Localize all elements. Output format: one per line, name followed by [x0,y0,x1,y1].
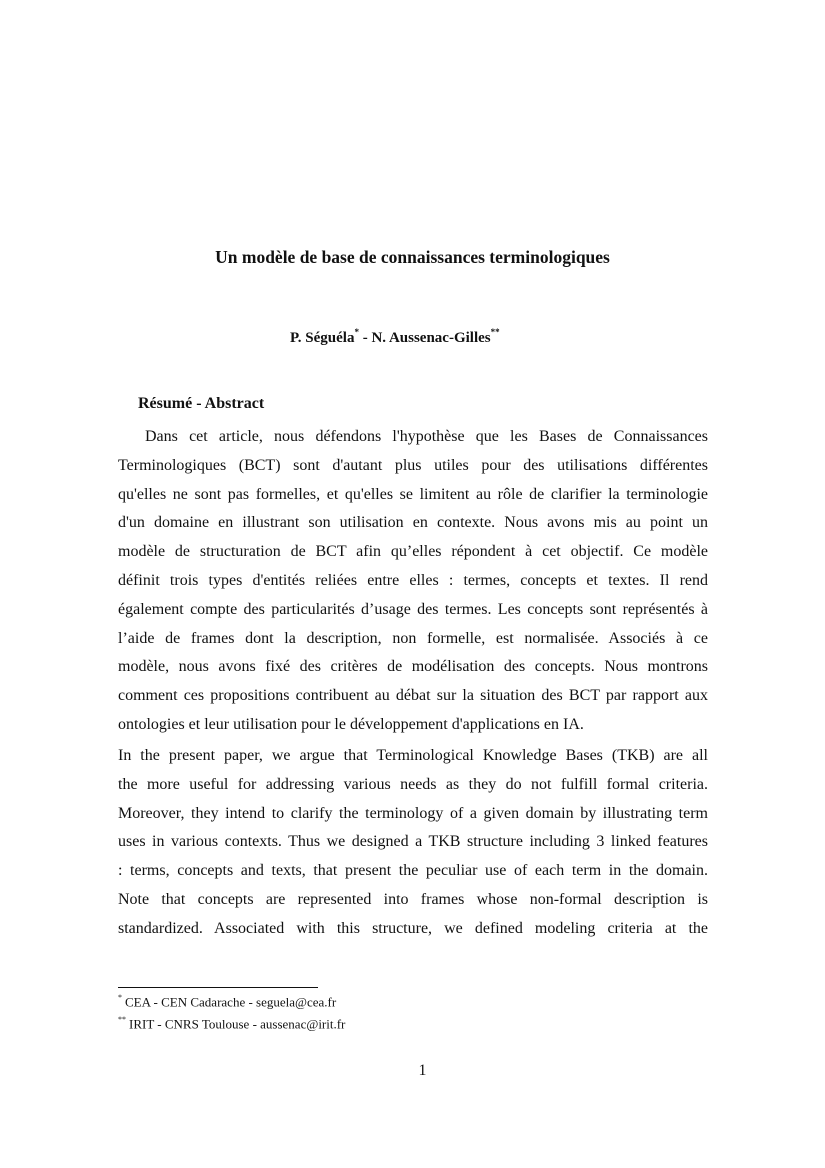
abstract-fr-line: ontologies et leur utilisation pour le développement d'applications en IA. [118,715,584,733]
abstract-fr-line: modèle de structuration de BCT afin qu’elles répondent à cet objectif. Ce modèle [118,543,708,561]
abstract-en-line: : terms, concepts and texts, that present the peculiar use of each term in the domain. [118,862,708,880]
abstract-en-line: uses in various contexts. Thus we designed a TKB structure including 3 linked features [118,833,708,851]
abstract-fr-line: Terminologiques (BCT) sont d'autant plus utiles pour des utilisations différentes [118,456,708,474]
footnote-2 [118,1016,345,1032]
paper-title: Un modèle de base de connaissances terminologiques [215,247,610,267]
abstract-fr-line: définit trois types d'entités reliées entre elles : termes, concepts et textes. Il rend [118,571,708,589]
footnote-1 [118,994,336,1010]
abstract-fr-line: modèle, nous avons fixé des critères de modélisation des concepts. Nous montrons [118,658,708,676]
author-2-footnote-mark: ** [490,327,500,337]
abstract-fr-line: l’aide de frames dont la description, non formelle, est normalisée. Associés à ce [118,629,708,647]
author-1-footnote-mark: * [354,327,359,337]
abstract-english [118,742,708,944]
abstract-en-line: standardized. Associated with this structure, we defined modeling criteria at the [118,919,708,937]
abstract-en-line: In the present paper, we argue that Terminological Knowledge Bases (TKB) are all [118,747,708,764]
abstract-en-line: the more useful for addressing various needs as they do not fulfill formal criteria. [118,775,708,793]
author-separator: - [358,330,372,346]
footnote-divider [118,987,318,988]
abstract-fr-line: Dans cet article, nous défendons l'hypothèse que les Bases de Connaissances [145,428,708,445]
footnote-2-text: IRIT - CNRS Toulouse - aussenac@irit.fr [129,1016,346,1032]
abstract-heading: Résumé - Abstract [138,395,265,412]
abstract-en-line: Moreover, they intend to clarify the terminology of a given domain by illustrating term [118,804,708,822]
abstract-en-line: Note that concepts are represented into frames whose non-formal description is [118,890,708,908]
page-number: 1 [418,1062,427,1079]
footnote-2-mark: ** [118,1015,126,1024]
author-line [290,328,590,347]
abstract-french [118,423,708,740]
abstract-fr-line: d'un domaine en illustrant son utilisation en contexte. Nous avons mis au point un [118,514,708,532]
abstract-fr-line: comment ces propositions contribuent au débat sur la situation des BCT par rapport aux [118,687,708,705]
footnote-1-text: CEA - CEN Cadarache - seguela@cea.fr [125,994,337,1010]
abstract-fr-line: également compte des particularités d’usage des termes. Les concepts sont représentés à [118,600,708,618]
author-2: N. Aussenac-Gilles [371,330,491,346]
abstract-fr-line: qu'elles ne sont pas formelles, et qu'elles se limitent au rôle de clarifier la terminologie [118,485,708,503]
footnote-1-mark: * [118,993,122,1002]
author-1: P. Séguéla [290,330,355,346]
